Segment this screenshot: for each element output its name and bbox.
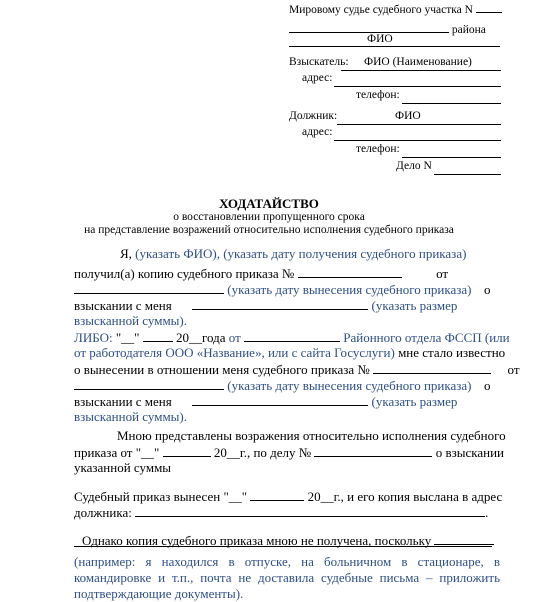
claimant-phone-blank: [402, 103, 501, 104]
p21-line: подтверждающие документы).: [74, 586, 244, 601]
p4-line: взыскании с меня (указать размер: [74, 298, 458, 313]
p3-line: (указать дату вынесения судебного приказа) о: [74, 281, 491, 298]
document-subtitle-1: о восстановлении пропущенного срока: [173, 211, 365, 223]
p7-line: от работодателя ООО «Название», или с сайта Госуслуги) мне стало известно: [74, 345, 506, 360]
case-blank: [434, 174, 501, 175]
order-date-blank: [74, 281, 224, 294]
document-subtitle-2: на представление возражений относительно исполнения судебного приказа: [84, 224, 454, 236]
debtor-label: Должник:: [289, 110, 338, 122]
debtor-phone-blank: [402, 157, 501, 158]
claimant-label: Взыскатель:: [289, 56, 349, 68]
p5-line: взысканной суммы).: [74, 313, 187, 328]
reason-blank: [74, 546, 492, 547]
p10-line: взыскании с меня (указать размер: [74, 394, 458, 409]
p17-line: Однако копия судебного приказа мною не получена, поскольку: [82, 532, 494, 549]
p2-line: получил(а) копию судебного приказа № от: [74, 266, 449, 281]
sum-blank: [192, 297, 368, 310]
judge-line: Мировому судье судебного участка N: [289, 0, 502, 16]
case-label: Дело N: [396, 160, 432, 172]
p19-line: (например: я находился в отпуске, на больничном в стационаре, в: [74, 554, 500, 569]
court-number-blank: [476, 0, 502, 13]
debtor-underline: [337, 124, 501, 125]
debtor-address-mail-blank: [135, 504, 485, 517]
claimant-phone-label: телефон:: [356, 89, 400, 101]
debtor-address-label: адрес:: [302, 126, 333, 138]
p14-line: указанной суммы: [74, 460, 172, 475]
p6-line: ЛИБО: "__" 20__года от Районного отдела ФССП (или: [74, 330, 510, 345]
debtor-value: ФИО: [395, 110, 421, 122]
claimant-address-blank: [334, 86, 501, 87]
fio-underline: [289, 46, 500, 47]
district-blank: [289, 20, 449, 33]
p15-line: Судебный приказ вынесен "__" 20__г., и его копия выслана в адрес: [74, 489, 503, 504]
district-line: района: [289, 20, 486, 36]
order-number-blank: [298, 265, 402, 278]
claimant-address-label: адрес:: [302, 72, 333, 84]
p9-line: (указать дату вынесения судебного приказа) о: [74, 377, 491, 394]
p20-line: командировке и т.п., почта не доставила судебные письма – приложить: [74, 570, 500, 585]
fio-text: ФИО: [367, 33, 393, 45]
debtor-address-blank: [334, 140, 501, 141]
claimant-underline: [341, 70, 501, 71]
p1-line: Я, (указать ФИО), (указать дату получения судебного приказа): [120, 246, 467, 261]
p8-line: о вынесении в отношении меня судебного приказа № от: [74, 362, 520, 377]
document-title: ХОДАТАЙСТВО: [219, 196, 319, 211]
debtor-phone-label: телефон:: [356, 143, 400, 155]
claimant-value: ФИО (Наименование): [364, 56, 472, 68]
p12-line: Мною представлены возражения относительно исполнения судебного: [117, 428, 506, 443]
p13-line: приказа от "__" 20__г., по делу № о взыскании: [74, 445, 504, 460]
p11-line: взысканной суммы).: [74, 409, 187, 424]
p16-line: должника: .: [74, 505, 489, 520]
